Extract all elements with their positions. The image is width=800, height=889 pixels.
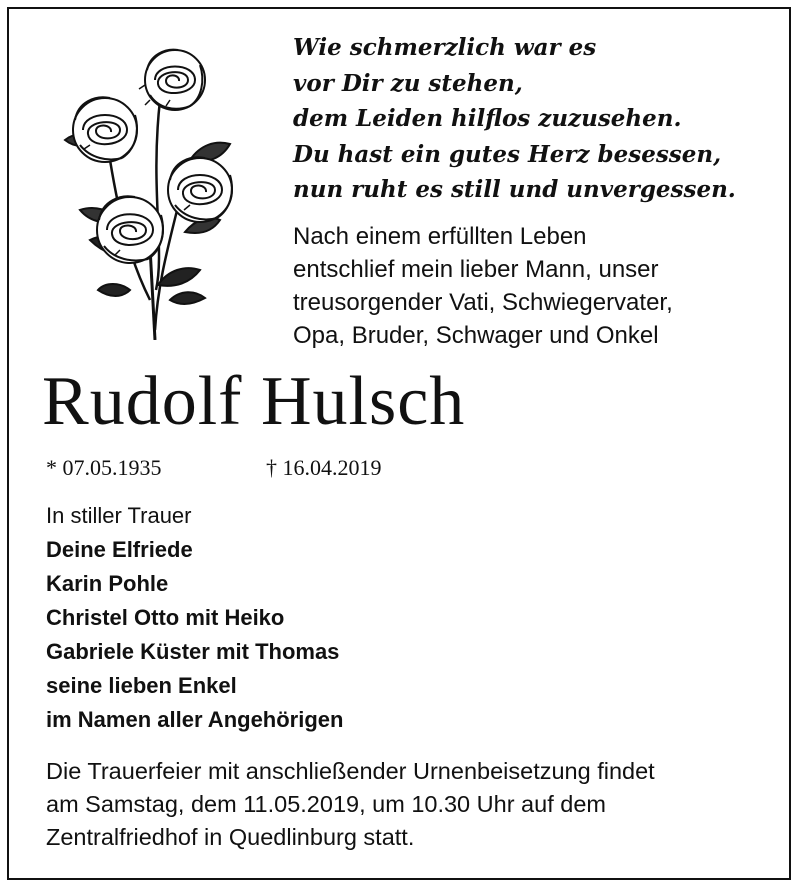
announcement-line: Nach einem erfüllten Leben (293, 223, 587, 250)
mourner-name: im Namen aller Angehörigen (46, 707, 344, 732)
funeral-line: Die Trauerfeier mit anschließender Urnenbeisetzung findet (46, 758, 655, 784)
mourners-intro: In stiller Trauer (46, 503, 192, 528)
deceased-name: Rudolf Hulsch (42, 363, 466, 440)
poem-line: vor Dir zu stehen, (293, 69, 523, 97)
roses-bouquet-icon (50, 40, 250, 340)
poem-line: Wie schmerzlich war es (293, 34, 597, 61)
death-date: † 16.04.2019 (266, 455, 382, 480)
funeral-line: am Samstag, dem 11.05.2019, um 10.30 Uhr auf dem (46, 791, 606, 817)
life-dates (46, 453, 382, 483)
poem-line: Du hast ein gutes Herz besessen, (293, 140, 722, 168)
poem-line: nun ruht es still und unvergessen. (293, 176, 736, 203)
mourner-name: Christel Otto mit Heiko (46, 605, 285, 630)
mourner-name: Gabriele Küster mit Thomas (46, 639, 340, 664)
announcement-text (293, 220, 773, 352)
announcement-line: treusorgender Vati, Schwiegervater, (293, 289, 673, 316)
mourners-list (46, 499, 343, 737)
announcement-line: entschlief mein lieber Mann, unser (293, 256, 659, 283)
funeral-notice (46, 755, 776, 854)
birth-date: * 07.05.1935 (46, 455, 162, 480)
mourner-name: Deine Elfriede (46, 537, 193, 562)
announcement-line: Opa, Bruder, Schwager und Onkel (293, 322, 659, 349)
funeral-line: Zentralfriedhof in Quedlinburg statt. (46, 824, 415, 850)
mourner-name: seine lieben Enkel (46, 673, 237, 698)
mourner-name: Karin Pohle (46, 571, 169, 596)
poem (293, 30, 773, 208)
poem-line: dem Leiden hilflos zuzusehen. (293, 105, 682, 132)
